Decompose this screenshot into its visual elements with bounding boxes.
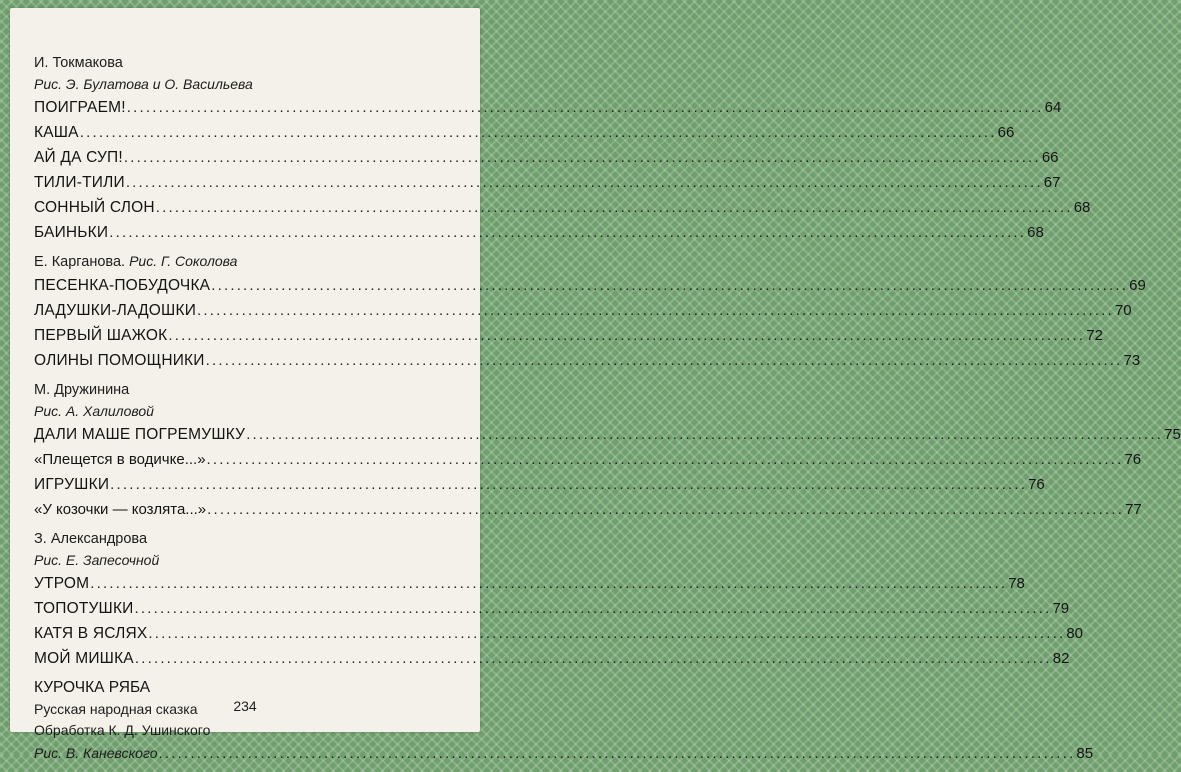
entry-title: «Плещется в водичке...» <box>34 451 206 468</box>
dot-leader <box>124 145 1041 170</box>
entry-title: ИГРУШКИ <box>34 476 110 493</box>
dot-leader <box>135 596 1052 621</box>
entry-page: 78 <box>1008 575 1025 592</box>
section-karganova <box>34 251 1146 373</box>
story-subtitle: Русская народная сказка <box>34 701 198 717</box>
entry-page: 70 <box>1114 302 1132 319</box>
toc-entry[interactable] <box>34 145 1059 170</box>
entry-title: ПОИГРАЕМ! <box>34 99 126 116</box>
toc-entry[interactable] <box>34 273 1146 298</box>
dot-leader <box>126 170 1043 195</box>
dot-leader <box>168 323 1085 348</box>
entry-title: КАША <box>34 124 79 141</box>
entry-page: 75 <box>1164 426 1181 443</box>
dot-leader <box>127 95 1044 120</box>
section-tokmakova <box>34 52 1091 245</box>
toc-entry[interactable] <box>34 596 1070 621</box>
entry-title: ПЕСЕНКА-ПОБУДОЧКА <box>34 277 211 294</box>
dot-leader <box>156 195 1073 220</box>
entry-page: 82 <box>1052 650 1070 667</box>
page-number: 234 <box>233 698 257 714</box>
toc-entry[interactable] <box>34 298 1132 323</box>
dot-leader <box>197 298 1114 323</box>
toc-entry[interactable] <box>34 220 1044 245</box>
dot-leader <box>148 621 1065 646</box>
dot-leader <box>246 422 1163 447</box>
entry-page: 68 <box>1073 199 1091 216</box>
toc-entry[interactable] <box>34 741 1094 766</box>
entry-title: ПЕРВЫЙ ШАЖОК <box>34 327 168 344</box>
entry-page: 67 <box>1043 174 1061 191</box>
entry-title: СОННЫЙ СЛОН <box>34 199 155 216</box>
dot-leader <box>80 120 997 145</box>
table-of-contents <box>34 52 1181 772</box>
entry-page: 80 <box>1066 625 1084 642</box>
entry-illustrator: Рис. В. Каневского <box>34 745 158 761</box>
entry-page: 76 <box>1028 476 1045 493</box>
entry-title: БАИНЬКИ <box>34 224 109 241</box>
dot-leader <box>206 348 1123 373</box>
section-author: З. Александрова <box>34 531 148 547</box>
dot-leader <box>211 273 1128 298</box>
section-illustrator: Рис. Г. Соколова <box>129 253 238 269</box>
section-author: И. Токмакова <box>34 55 123 71</box>
toc-entry[interactable] <box>34 422 1181 447</box>
section-druzhinina <box>34 379 1181 522</box>
entry-title: «У козочки — козлята...» <box>34 501 207 518</box>
toc-entry[interactable] <box>34 195 1091 220</box>
section-illustrator: Рис. А. Халиловой <box>34 403 154 419</box>
toc-entry[interactable] <box>34 621 1084 646</box>
entry-page: 69 <box>1129 277 1146 294</box>
entry-page: 76 <box>1124 451 1142 468</box>
entry-title: ДАЛИ МАШЕ ПОГРЕМУШКУ <box>34 426 246 443</box>
entry-page: 64 <box>1044 99 1062 116</box>
dot-leader <box>110 472 1027 497</box>
entry-page: 66 <box>1041 149 1059 166</box>
toc-entry[interactable] <box>34 95 1062 120</box>
entry-title: ТОПОТУШКИ <box>34 600 134 617</box>
entry-title: УТРОМ <box>34 575 90 592</box>
entry-page: 85 <box>1076 745 1094 762</box>
section-aleksandrova <box>34 528 1084 671</box>
entry-title: ЛАДУШКИ-ЛАДОШКИ <box>34 302 197 319</box>
section-kurochka-ryaba <box>34 677 1094 766</box>
section-illustrator: Рис. Э. Булатова и О. Васильева <box>34 76 253 92</box>
entry-page: 73 <box>1123 352 1141 369</box>
entry-page: 77 <box>1125 501 1142 518</box>
entry-title: ТИЛИ-ТИЛИ <box>34 174 125 191</box>
section-illustrator: Рис. Е. Запесочной <box>34 552 160 568</box>
dot-leader <box>135 646 1052 671</box>
toc-entry[interactable] <box>34 472 1045 497</box>
dot-leader <box>207 447 1124 472</box>
toc-entry[interactable] <box>34 646 1070 671</box>
dot-leader <box>90 571 1007 596</box>
toc-entry[interactable] <box>34 170 1061 195</box>
section-author: М. Дружинина <box>34 382 130 398</box>
book-page <box>10 8 1181 762</box>
dot-leader <box>109 220 1026 245</box>
toc-entry[interactable] <box>34 447 1142 472</box>
section-heading <box>34 251 466 273</box>
section-author: Е. Карганова. <box>34 254 126 270</box>
entry-page: 66 <box>997 124 1015 141</box>
toc-entry[interactable] <box>34 348 1141 373</box>
dot-leader <box>158 741 1075 766</box>
toc-entry[interactable] <box>34 323 1103 348</box>
toc-entry[interactable] <box>34 120 1015 145</box>
entry-title: АЙ ДА СУП! <box>34 149 123 166</box>
entry-page: 72 <box>1086 327 1103 344</box>
entry-page: 68 <box>1027 224 1044 241</box>
toc-entry[interactable] <box>34 497 1142 522</box>
dot-leader <box>207 497 1124 522</box>
entry-title: КАТЯ В ЯСЛЯХ <box>34 625 148 642</box>
entry-title: МОЙ МИШКА <box>34 650 134 667</box>
entry-page: 79 <box>1052 600 1070 617</box>
story-title[interactable]: КУРОЧКА РЯБА <box>34 679 151 696</box>
toc-entry[interactable] <box>34 571 1025 596</box>
story-adaptation: Обработка К. Д. Ушинского <box>34 722 211 738</box>
entry-title: ОЛИНЫ ПОМОЩНИКИ <box>34 352 205 369</box>
